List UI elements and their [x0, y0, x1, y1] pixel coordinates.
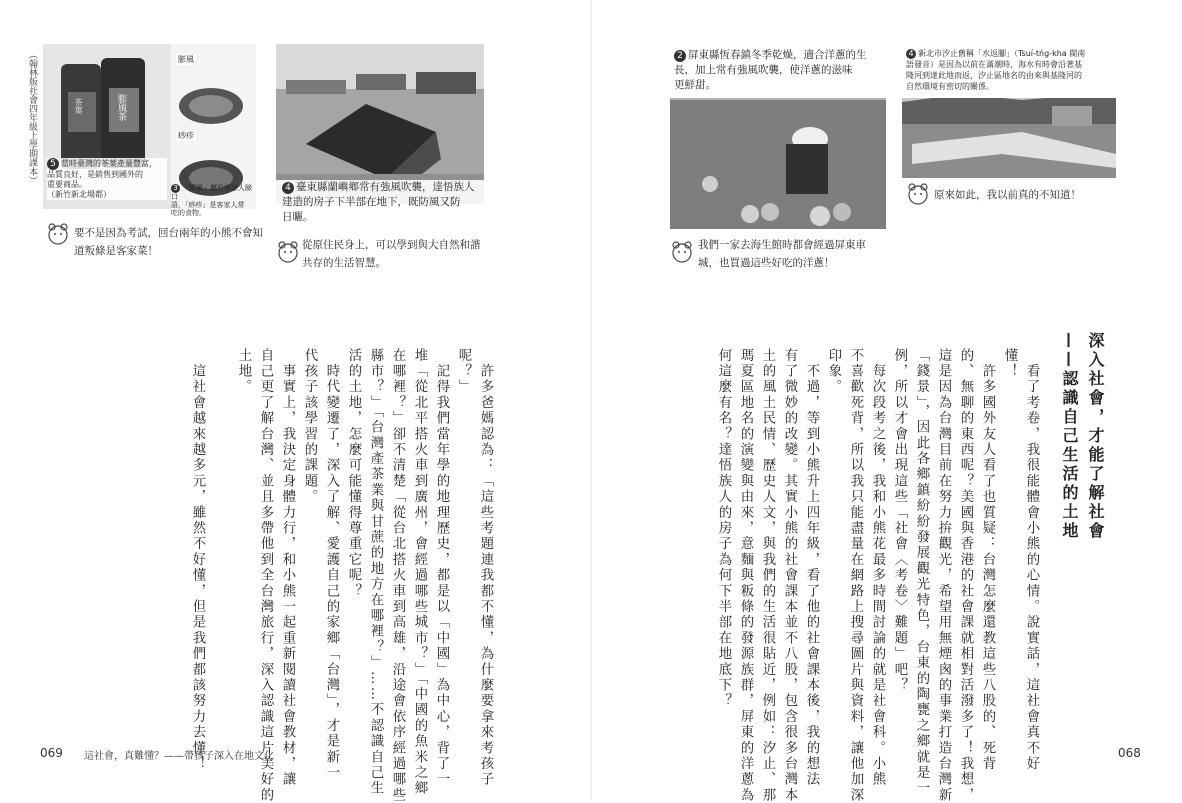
tea-caption — [47, 158, 167, 200]
tea-inset-line: 語，「痧疹」是客家人常 — [171, 201, 245, 209]
note-line: 原來如此，我以前真的不知道！ — [934, 189, 1081, 201]
body-column: 懂！ — [1002, 348, 1017, 380]
bear-mascot-icon — [906, 182, 930, 206]
note-line: 要不是因為考試，回台兩年的小熊不會知 — [74, 227, 263, 239]
body-column: 不喜歡死背，所以我只能盡量在網路上搜尋圖片與資料，讓他加深 — [848, 348, 863, 803]
tea-inset-line: 吃的食物。 — [171, 209, 206, 217]
page-number-right: 068 — [1118, 746, 1141, 760]
tea-caption-line: 重要商品。 — [47, 180, 87, 189]
river-caption-line: 新北市汐止舊稱「水返腳」（Tsuí-tńg-kha 閩南 — [918, 49, 1086, 58]
body-column: 這是因為台灣目前在努力拚觀光，希望用無煙囪的事業打造台灣新 — [936, 348, 951, 803]
bear-mascot-icon — [276, 240, 300, 264]
body-column: 縣市？」「台灣產茶業與甘蔗的地方在哪裡？」……不認識自己生 — [368, 348, 383, 797]
tea-caption-line: 當時臺灣的茶葉產量豐富， — [61, 159, 157, 168]
houses-caption — [282, 180, 490, 225]
body-column: 有了微妙的改變。其實小熊的社會課本並不八股，包含很多台灣本 — [782, 348, 797, 803]
body-column: 的、無聊的東西呢？美國與香港的社會課就相對活潑多了！我想， — [958, 348, 973, 803]
textbook-source-label: （翰林版社會四年級上學期課本） — [27, 50, 37, 185]
body-column: 瑪夏區地名的演變與由來，意麵與粄條的發源族群，屏東的洋蔥為 — [738, 348, 753, 803]
tea-caption-line: 品質良好，是銷售到國外的 — [47, 170, 143, 179]
xizhi-river-photo — [902, 44, 1116, 178]
onion-caption — [674, 48, 886, 93]
section-title: 深入社會，才能了解社會 — [1086, 332, 1105, 541]
houses-caption-line: 臺東縣蘭嶼鄉常有強風吹襲，達悟族人 — [296, 181, 475, 193]
river-caption-line: 語發音）是因為以前在滿潮時，海水有時會沿著基 — [906, 60, 1082, 69]
body-column: 許多國外友人看了也質疑：台灣怎麼還教這些八股的、死背 — [980, 348, 995, 772]
section-subtitle: ——認識自己生活的土地 — [1060, 332, 1079, 541]
note-line: 共存的生活智慧。 — [302, 257, 386, 269]
river-caption — [906, 48, 1116, 92]
caption-number-badge: 3 — [171, 184, 180, 193]
body-column: 例，所以才會出現這些「社會〈考卷〉難題」吧？ — [892, 348, 907, 694]
body-column: 土的風土民情、歷史人文，與我們的生活很貼近，例如：汐止、那 — [760, 348, 775, 803]
note-realization — [934, 186, 1114, 204]
tea-cans-photo — [43, 44, 256, 217]
tag-pengfeng: 膨風 — [178, 55, 194, 64]
body-column: 這社會越來越多元，雖然不好懂，但是我們都該努力去懂！ — [190, 348, 205, 772]
note-line: 城，也買過這些好吃的洋蔥！ — [698, 257, 835, 269]
body-column: 印象。 — [826, 348, 841, 396]
tag-shazhen: 痧疹 — [178, 131, 194, 140]
onion-harvest-photo — [670, 44, 886, 229]
page-gutter — [590, 0, 592, 800]
note-indigenous — [302, 236, 502, 272]
body-column: 土地。 — [236, 348, 251, 396]
tea-inset-caption — [171, 184, 255, 217]
body-column: 「錢景」，因此各鄉鎮紛紛發展觀光特色，台東的陶甕之鄉就是一 — [914, 348, 929, 797]
tea-inset-line: 「膨風」屬於客家人臉口 — [171, 184, 252, 201]
running-footer: 這社會，真難懂？——帶孩子深入在地文化 — [84, 751, 274, 762]
body-column: 時代變遷了，深入了解、愛護自己的家鄉「台灣」，才是新一 — [324, 348, 339, 781]
body-column: 記得我們當年學的地理歷史，都是以「中國」為中心，背了一 — [434, 348, 449, 788]
body-column: 不過，等到小熊升上四年級，看了他的社會課本後，我的想法 — [804, 348, 819, 788]
body-column: 呢？」 — [456, 348, 471, 396]
note-line: 我們一家去海生館時都會經過屏東車 — [698, 239, 866, 251]
body-column: 堆「從北平搭火車到廣州，會經過哪些城市？」「中國的魚米之鄉 — [412, 348, 427, 797]
body-column: 許多爸媽認為：「這些考題連我都不懂，為什麼要拿來考孩子 — [478, 348, 493, 788]
page-number-left: 069 — [40, 746, 63, 760]
river-caption-line: 自然環境有密切的關係。 — [906, 82, 994, 91]
body-column: 何這麼有名？達悟族人的房子為何下半部在地底下？ — [716, 348, 731, 710]
onion-caption-line: 更鮮甜。 — [674, 79, 716, 91]
note-hakka — [74, 224, 274, 260]
tea-can-right-label: 膨風茶 — [116, 94, 126, 121]
houses-caption-line: 日曬。 — [282, 211, 314, 223]
caption-number-badge: 4 — [906, 49, 916, 59]
houses-caption-line: 建造的房子下半部在地下，既防風又防 — [282, 196, 461, 208]
tea-caption-line: （新竹新北場都） — [47, 190, 111, 199]
caption-number-badge: 2 — [674, 50, 686, 62]
onion-caption-line: 屏東縣恆春鎮冬季乾燥，適合洋蔥的生 — [688, 49, 867, 61]
body-column: 代孩子該學習的課題。 — [302, 348, 317, 505]
note-line: 道叛條是客家菜！ — [74, 245, 158, 257]
body-column: 自己更了解台灣、並且多帶他到全台灣旅行，深入認識這片美好的 — [258, 348, 273, 803]
body-column: 看了考卷，我很能體會小熊的心情。說實話，這社會真不好 — [1024, 348, 1039, 772]
note-line: 從原住民身上，可以學到與大自然和諧 — [302, 239, 481, 251]
river-caption-line: 隆河到達此地而返，汐止區地名的由來與基隆河的 — [906, 71, 1082, 80]
note-onion — [698, 236, 898, 272]
caption-number-badge: 5 — [47, 158, 59, 170]
body-column: 在哪裡？」卻不清楚「從台北搭火車到高雄，沿途會依序經過哪些 — [390, 348, 405, 803]
onion-caption-line: 長，加上常有強風吹襲，使洋蔥的滋味 — [674, 64, 853, 76]
tea-can-left-label: 茶葉 — [74, 98, 83, 114]
caption-number-badge: 4 — [282, 182, 294, 194]
bear-mascot-icon — [46, 222, 70, 246]
body-column: 活的土地，怎麼可能懂得尊重它呢？ — [346, 348, 361, 600]
body-column: 每次段考之後，我和小熊花最多時間討論的就是社會科。小熊 — [870, 348, 885, 788]
body-column: 事實上，我決定身體力行，和小熊一起重新閱讀社會教材，讓 — [280, 348, 295, 788]
bear-mascot-icon — [670, 240, 694, 264]
